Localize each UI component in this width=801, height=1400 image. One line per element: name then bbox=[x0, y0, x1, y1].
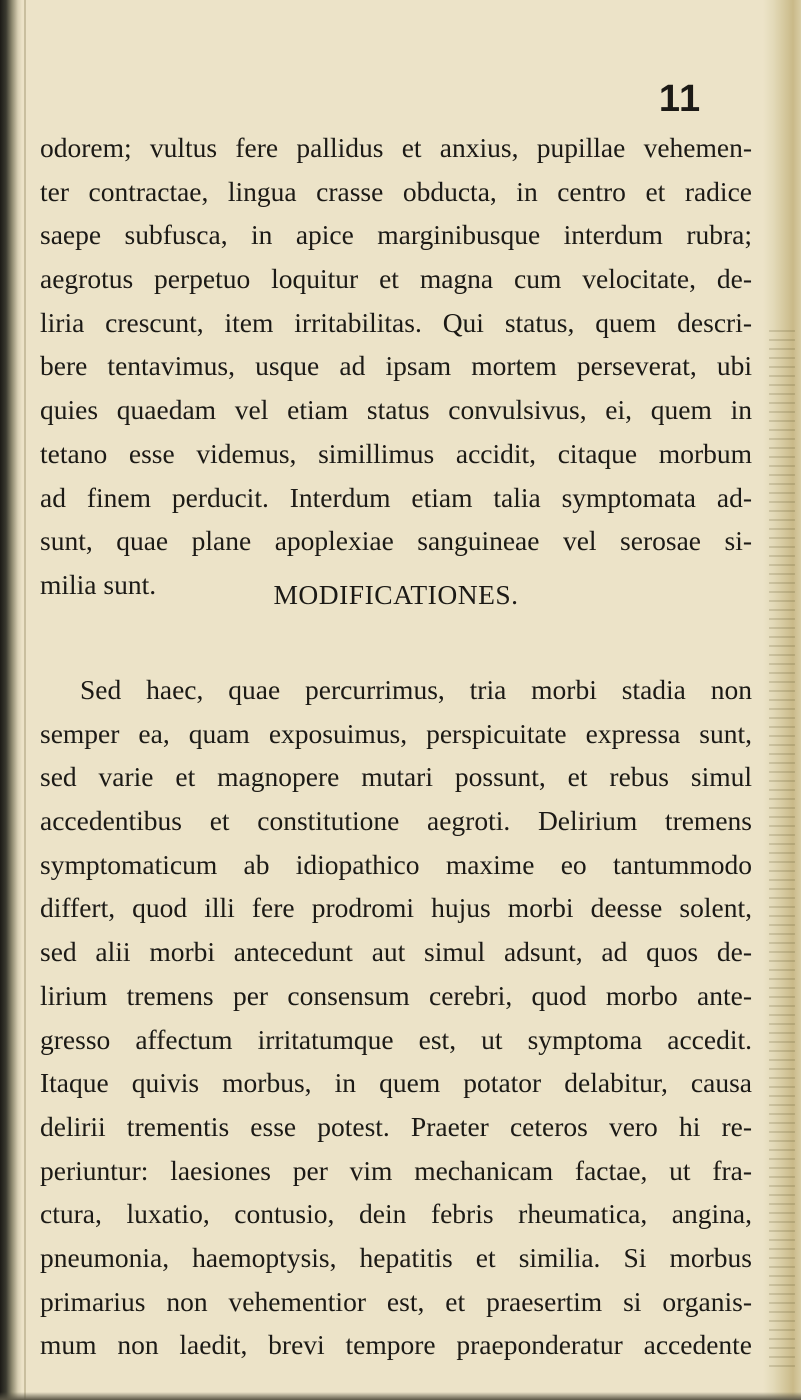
text-line: sed alii morbi antecedunt aut simul adsunt, ad quos de- bbox=[40, 936, 752, 968]
text-line: quies quaedam vel etiam status convulsivus, ei, quem in bbox=[40, 394, 752, 426]
text-line: ctura, luxatio, contusio, dein febris rheumatica, angina, bbox=[40, 1198, 752, 1230]
text-line: saepe subfusca, in apice marginibusque interdum rubra; bbox=[40, 219, 752, 251]
page-number: 11 bbox=[658, 78, 702, 120]
text-line: ad finem perducit. Interdum etiam talia symptomata ad- bbox=[40, 481, 752, 513]
text-line: ter contractae, lingua crasse obducta, in centro et radice bbox=[40, 175, 752, 207]
paragraph-1 bbox=[40, 126, 752, 607]
text-line: primarius non vehementior est, et praesertim si organis- bbox=[40, 1285, 752, 1317]
text-line: lirium tremens per consensum cerebri, quod morbo ante- bbox=[40, 979, 752, 1011]
text-line: semper ea, quam exposuimus, perspicuitate expressa sunt, bbox=[40, 717, 752, 749]
page-edge-texture bbox=[769, 330, 795, 1370]
text-line: sunt, quae plane apoplexiae sanguineae vel serosae si- bbox=[40, 525, 752, 557]
text-line: liria crescunt, item irritabilitas. Qui status, quem descri- bbox=[40, 306, 752, 338]
paragraph-2 bbox=[40, 668, 752, 1367]
text-line: Sed haec, quae percurrimus, tria morbi stadia non bbox=[80, 674, 752, 705]
binding-shadow bbox=[0, 0, 22, 1400]
binding-edge-line bbox=[24, 0, 26, 1400]
text-line: pneumonia, haemoptysis, hepatitis et similia. Si morbus bbox=[40, 1241, 752, 1273]
text-line: odorem; vultus fere pallidus et anxius, pupillae vehemen- bbox=[40, 132, 752, 163]
text-line: milia sunt. bbox=[40, 568, 157, 600]
text-line: periuntur: laesiones per vim mechanicam factae, ut fra- bbox=[40, 1154, 752, 1186]
text-line: aegrotus perpetuo loquitur et magna cum velocitate, de- bbox=[40, 263, 752, 295]
text-line: gresso affectum irritatumque est, ut symptoma accedit. bbox=[40, 1023, 752, 1055]
text-line: sed varie et magnopere mutari possunt, et rebus simul bbox=[40, 761, 752, 793]
text-line: Itaque quivis morbus, in quem potator delabitur, causa bbox=[40, 1067, 752, 1099]
page-bottom-edge bbox=[0, 1392, 801, 1400]
text-line: mum non laedit, brevi tempore praeponderatur accedente bbox=[40, 1329, 752, 1361]
text-line: accedentibus et constitutione aegroti. Delirium tremens bbox=[40, 805, 752, 837]
section-heading: MODIFICATIONES. bbox=[273, 579, 519, 610]
text-line: delirii trementis esse potest. Praeter ceteros vero hi re- bbox=[40, 1110, 752, 1142]
text-line: symptomaticum ab idiopathico maxime eo tantummodo bbox=[40, 848, 752, 880]
text-line: bere tentavimus, usque ad ipsam mortem perseverat, ubi bbox=[40, 350, 752, 382]
text-line: differt, quod illi fere prodromi hujus morbi deesse solent, bbox=[40, 892, 752, 924]
text-line: tetano esse videmus, simillimus accidit, citaque morbum bbox=[40, 437, 752, 469]
